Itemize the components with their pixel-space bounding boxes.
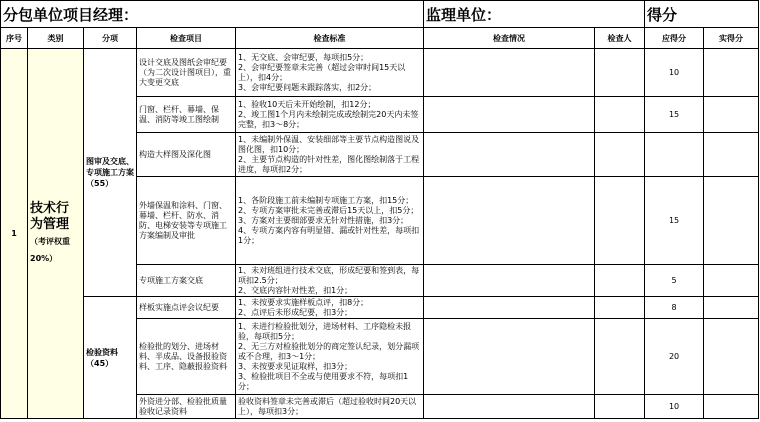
col-should-score[interactable]: 应得分 (645, 28, 704, 49)
status-cell[interactable] (424, 395, 595, 419)
standard-cell[interactable] (236, 319, 424, 395)
standard-cell[interactable] (236, 297, 424, 319)
col-check-status[interactable]: 检查情况 (424, 28, 595, 49)
standard-line-text: 2、无三方对检验批划分的商定签认纪录，划分漏项或不合理，扣3～1分； (238, 341, 420, 361)
should-score-cell[interactable]: 8 (645, 297, 704, 319)
col-subitem[interactable]: 分项 (84, 28, 137, 49)
category-main: 技术行为管理 (30, 200, 70, 232)
col-actual-score[interactable]: 实得分 (704, 28, 759, 49)
check-item-cell[interactable]: 样板实施点评会议纪要 (137, 297, 236, 319)
status-cell[interactable] (424, 49, 595, 97)
col-seq[interactable]: 序号 (1, 28, 28, 49)
standard-cell[interactable] (236, 177, 424, 265)
standard-line: 1、无交底、会审纪要，每项扣5分； (238, 52, 369, 62)
actual-score-cell[interactable] (704, 265, 759, 297)
standard-line: 3、会审纪要问题未跟踪落实，扣2分； (238, 82, 377, 92)
subcontractor-pm-label[interactable]: 分包单位项目经理： (1, 1, 424, 28)
standard-line: 2、专项方案审批未完善或滞后15天以上，扣5分； (238, 205, 419, 215)
standard-cell[interactable] (236, 97, 424, 133)
standard-line: 3、检验批项目不全或与使用要求不符，每项扣1分； (238, 371, 409, 391)
category-note: （考评权重20%） (30, 236, 70, 263)
group-cell[interactable]: 检验资料（45） (84, 297, 137, 419)
standard-line: 1、未编制外保温、安装细部等主要节点构造图说及图化图，扣10分； (238, 134, 420, 154)
score-label[interactable]: 得分 (645, 1, 759, 28)
inspector-cell[interactable] (595, 319, 645, 395)
should-score-cell[interactable]: 5 (645, 265, 704, 297)
standard-line: 1、验收10天后未开始绘制，扣12分； (238, 99, 376, 109)
check-item-cell[interactable]: 门窗、栏杆、幕墙、保温、消防等竣工图绘制 (137, 97, 236, 133)
check-item-cell[interactable]: 专项施工方案交底 (137, 265, 236, 297)
standard-line: 1、各阶段施工前未编制专项施工方案，扣15分； (238, 195, 414, 205)
actual-score-cell[interactable] (704, 177, 759, 265)
check-item-cell[interactable]: 外墙保温和涂料、门窗、幕墙、栏杆、防水、消防、电梯安装等专项施工方案编制及审批 (137, 177, 236, 265)
standard-cell[interactable] (236, 265, 424, 297)
col-inspector[interactable]: 检查人 (595, 28, 645, 49)
standard-line: 1、未对班组进行技术交底，形成纪要和签到表，每项扣2.5分； (238, 265, 420, 285)
actual-score-cell[interactable] (704, 97, 759, 133)
col-check-item[interactable]: 检查项目 (137, 28, 236, 49)
standard-line: 2、会审纪要签章未完善（超过会审时间15天以上），扣4分； (238, 62, 406, 82)
standard-cell[interactable] (236, 133, 424, 177)
standard-line: 2、交底内容针对性差，扣1分； (238, 285, 353, 295)
standard-line: 2、主要节点构造的针对性差，图化图绘制落于工程进度，每项扣2分； (238, 154, 420, 174)
table-row (1, 297, 759, 319)
standard-line: 验收资料签章未完善或滞后（超过验收时间20天以上），每项扣3分； (238, 396, 417, 416)
supervisor-label[interactable]: 监理单位： (424, 1, 645, 28)
check-item-cell[interactable]: 设计交底及图纸会审纪要（为二次设计图项目），重大变更交底 (137, 49, 236, 97)
standard-line: 2、点评后未形成纪要，扣3分； (238, 307, 353, 317)
inspector-cell[interactable] (595, 297, 645, 319)
seq-cell[interactable]: 1 (1, 49, 28, 419)
group-cell[interactable]: 图审及交底、专项施工方案（55） (84, 49, 137, 297)
inspector-cell[interactable] (595, 133, 645, 177)
inspector-cell[interactable] (595, 177, 645, 265)
status-cell[interactable] (424, 177, 595, 265)
standard-line: 2、竣工图1个月内未绘制完成或绘制完20天内未签完整，扣3～8分； (238, 109, 419, 129)
category-cell[interactable] (28, 49, 84, 419)
status-cell[interactable] (424, 265, 595, 297)
status-cell[interactable] (424, 319, 595, 395)
inspector-cell[interactable] (595, 395, 645, 419)
col-check-standard[interactable]: 检查标准 (236, 28, 424, 49)
standard-line: 1、未进行检验批划分，进场材料、工序隐检未报验，每项扣5分； (238, 321, 412, 341)
actual-score-cell[interactable] (704, 395, 759, 419)
should-score-cell[interactable]: 15 (645, 97, 704, 133)
should-score-cell[interactable] (645, 133, 704, 177)
inspector-cell[interactable] (595, 265, 645, 297)
status-cell[interactable] (424, 133, 595, 177)
standard-line (238, 342, 421, 362)
check-item-cell[interactable]: 外资进分部、检验批质量验收记录资料 (137, 395, 236, 419)
actual-score-cell[interactable] (704, 133, 759, 177)
actual-score-cell[interactable] (704, 297, 759, 319)
check-item-cell[interactable]: 构造大样图及深化图 (137, 133, 236, 177)
table-row (1, 49, 759, 97)
standard-line: 1、未按要求实施样板点评，扣8分； (238, 297, 369, 307)
inspector-cell[interactable] (595, 49, 645, 97)
should-score-cell[interactable]: 10 (645, 49, 704, 97)
inspector-cell[interactable] (595, 97, 645, 133)
should-score-cell[interactable]: 15 (645, 177, 704, 265)
column-header-row (1, 28, 759, 49)
actual-score-cell[interactable] (704, 319, 759, 395)
status-cell[interactable] (424, 297, 595, 319)
col-category[interactable]: 类别 (28, 28, 84, 49)
standard-line: 3、未按要求见证取样，扣3分； (238, 361, 353, 371)
header-row (1, 1, 759, 28)
should-score-cell[interactable]: 10 (645, 395, 704, 419)
status-cell[interactable] (424, 97, 595, 133)
standard-line: 3、方案对主要细部要求无针对性措施，扣3分； (238, 215, 409, 225)
should-score-cell[interactable]: 20 (645, 319, 704, 395)
check-item-cell[interactable]: 检验批的划分、进场材料、半成品、设备报验资料、工序、隐蔽报验资料 (137, 319, 236, 395)
actual-score-cell[interactable] (704, 49, 759, 97)
standard-cell[interactable] (236, 49, 424, 97)
standard-line: 4、专项方案内容有明显错、漏或针对性差，每项扣1分； (238, 225, 420, 245)
standard-cell[interactable] (236, 395, 424, 419)
